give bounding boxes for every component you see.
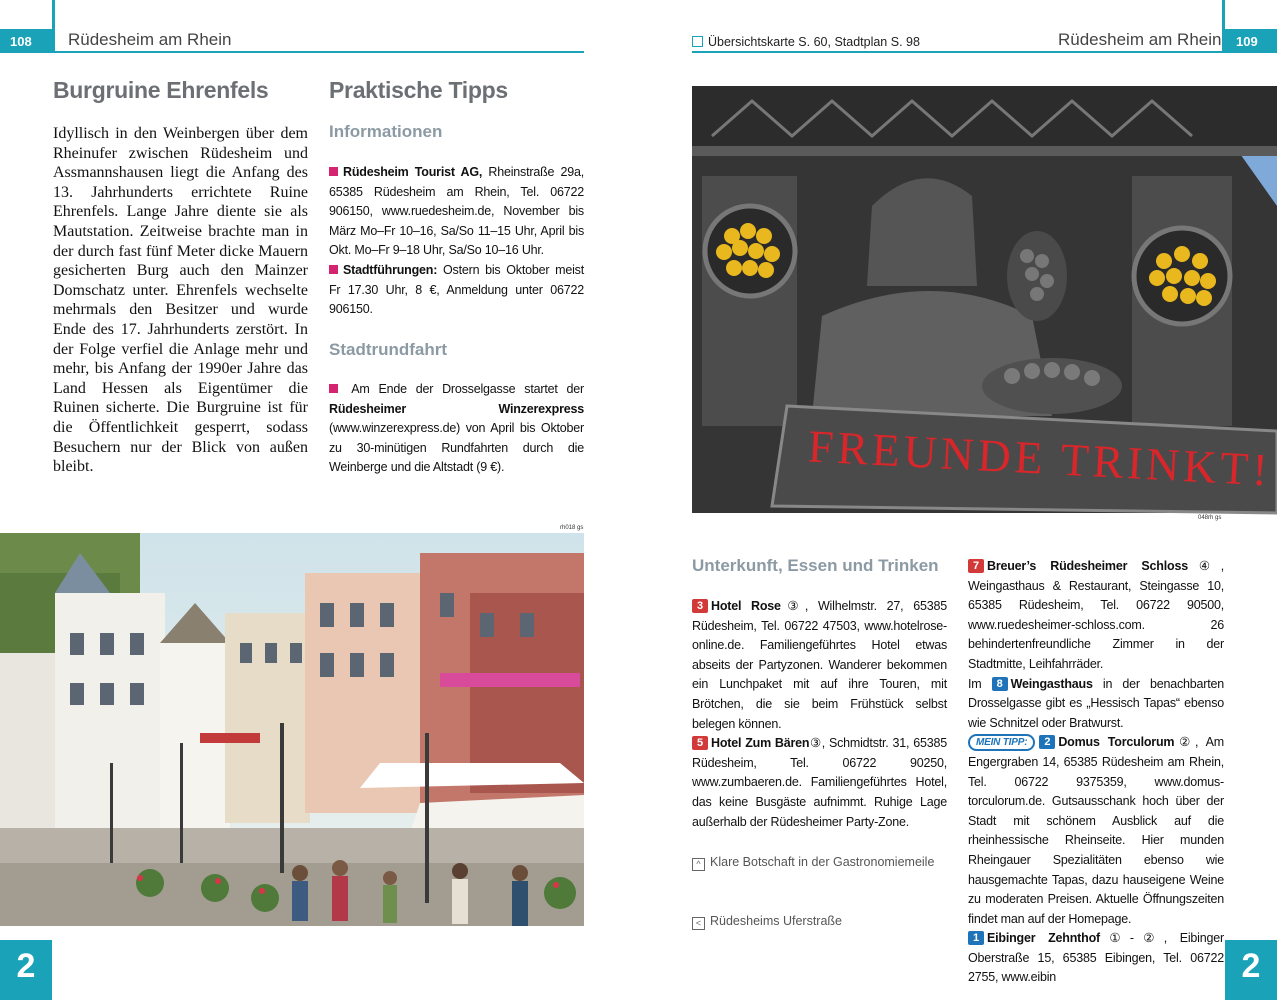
running-head-right: Rüdesheim am Rhein: [1058, 30, 1222, 49]
photo-street: [0, 533, 584, 926]
info-stadtfuehrungen: Stadtführungen: Ostern bis Oktober meist Fr 17.30 Uhr, 8 €, Anmeldung unter 06722 906150.: [329, 262, 584, 317]
square-icon: [692, 36, 703, 47]
subheading-stadtrundfahrt: Stadtrundfahrt: [329, 340, 448, 359]
running-head-left: Rüdesheim am Rhein: [68, 30, 232, 49]
bullet-icon: [329, 167, 338, 176]
chapter-number-right: 2: [1241, 947, 1261, 985]
entry-domus-torculorum: MEIN TIPP: 2 Domus Torculorum②, Am Engergraben 14, 65385 Rüdesheim am Rhein, Tel. 06722 9375359, www.domus-torculorum.de. Gutsausschank hoch über der Stadt mit schönem Ausblick auf die rheinhessische Rheinseite. Hier munden Rheingauer Spezialitäten ebenso wie hausgemachte Tapas, dazu hauseigene Weine zu moderaten Preisen. Aktuelle Öffnungszeiten findet man auf der Homepage.: [968, 735, 1225, 926]
page-number-right: 109: [1236, 34, 1258, 49]
entry-weingasthaus: Im 8 Weingasthaus in der benachbarten Drosselgasse gibt es „Hessisch Tapas“ ebenso wie Schnitzel oder Bratwurst.: [968, 676, 1224, 730]
info-block: [329, 163, 584, 320]
caption-street: < Rüdesheims Uferstraße: [692, 914, 842, 930]
entry-number-badge: 7: [968, 559, 984, 573]
entry-number-badge: 8: [992, 677, 1008, 691]
header-stripe-left: [52, 0, 55, 53]
caption-arrow-up-icon: ^: [692, 858, 705, 871]
caption-arrow-left-icon: <: [692, 917, 705, 930]
entry-eibinger-zehnthof: 1 Eibinger Zehnthof①-②, Eibinger Oberstraße 15, 65385 Eibingen, Tel. 06722 2755, www.eibin: [968, 931, 1224, 985]
heading-praktische-tipps: Praktische Tipps: [329, 77, 508, 103]
entry-hotel-zum-baeren: 5 Hotel Zum Bären③, Schmidtstr. 31, 65385 Rüdesheim, Tel. 06722 90250, www.zumbaeren.de. Familiengeführtes Hotel, das keine Busgäste aufnimmt. Ruhige Lage außerhalb der Rüdesheimer Party-Zone.: [692, 736, 948, 829]
carving-image: [692, 86, 1277, 513]
tour-block: Am Ende der Drosselgasse startet der Rüdesheimer Winzerexpress (www.winzerexpress.de) von April bis Oktober zu 30-minütigen Rundfahrten durch die Weinberge und die Altstadt (9 €).: [329, 382, 584, 475]
entries-col1: [692, 597, 947, 832]
entry-number-badge: 1: [968, 931, 984, 945]
entry-number-badge: 3: [692, 599, 708, 613]
bullet-icon: [329, 265, 338, 274]
carving-text: FREUNDE TRINKT!: [806, 420, 1269, 496]
heading-burgruine: Burgruine Ehrenfels: [53, 77, 269, 103]
photo-credit-right: 048rh gs: [1198, 515, 1222, 521]
body-burgruine: Idyllisch in den Weinbergen über dem Rheinufer zwischen Rüdesheim und Assmannshausen liegt die Anfang des 13. Jahrhunderts errichtete Ruine Ehrenfels. Lange Jahre diente sie als Mautstation. Zeitweise brachte man in der durch fast fünf Meter dicke Mauern gesicherten Burg auch den Mainzer Domschatz unter. Ehrenfels wechselte mehrmals den Besitzer und wurde Ende des 17. Jahrhunderts zerstört. In der Folge verfiel die Anlage mehr und mehr, bis Anfang der 1990er Jahre das Land Hessen als Eigentümer die Ruinen sicherte. Die Burgruine ist für die Öffentlichkeit gesperrt, sodass Besuchern nur der Blick von außen bleibt.: [53, 125, 308, 476]
subheading-informationen: Informationen: [329, 122, 443, 141]
entry-number-badge: 5: [692, 736, 708, 750]
page-number-left: 108: [10, 34, 32, 49]
bullet-icon: [329, 384, 338, 393]
mein-tipp-badge: MEIN TIPP:: [968, 734, 1035, 751]
photo-credit-left: rh018 gs: [560, 525, 584, 531]
street-scene-image: [0, 533, 584, 926]
header-rule-left: [52, 51, 584, 53]
header-rule-right: [692, 51, 1224, 53]
entry-number-badge: 2: [1039, 735, 1055, 749]
entries-col2: [968, 557, 1225, 985]
entry-hotel-rose: 3 Hotel Rose③, Wilhelmstr. 27, 65385 Rüdesheim, Tel. 06722 47503, www.hotelrose-online.de. Familiengeführtes Hotel etwas abseits der Partyzonen. Wanderer bekommen ein Lunchpaket mit auf ihre Touren, mit Brötchen, die sie beim Frühstück selbst belegen können.: [692, 599, 947, 731]
chapter-number-left: 2: [16, 947, 36, 985]
info-tourist-ag: Rüdesheim Tourist AG, Rheinstraße 29a, 65385 Rüdesheim am Rhein, Tel. 06722 906150, www.ruedesheim.de, November bis März Mo–Fr 10–16, Sa/So 11–15 Uhr, April bis Okt. Mo–Fr 9–18 Uhr, Sa/So 10–16 Uhr.: [329, 165, 584, 258]
photo-carving: [692, 86, 1277, 513]
section-heading-unterkunft: Unterkunft, Essen und Trinken: [692, 556, 939, 575]
entry-breuers-schloss: 7 Breuer’s Rüdesheimer Schloss④, Weingasthaus & Restaurant, Steingasse 10, 65385 Rüdesheim, Tel. 06722 90500, www.ruedesheimer-schloss.com. 26 behindertenfreundliche Zimmer in der Stadtmitte, Leihfahrräder.: [968, 559, 1225, 671]
caption-carving: ^ Klare Botschaft in der Gastronomiemeile: [692, 855, 934, 871]
map-ref: Übersichtskarte S. 60, Stadtplan S. 98: [692, 35, 920, 49]
